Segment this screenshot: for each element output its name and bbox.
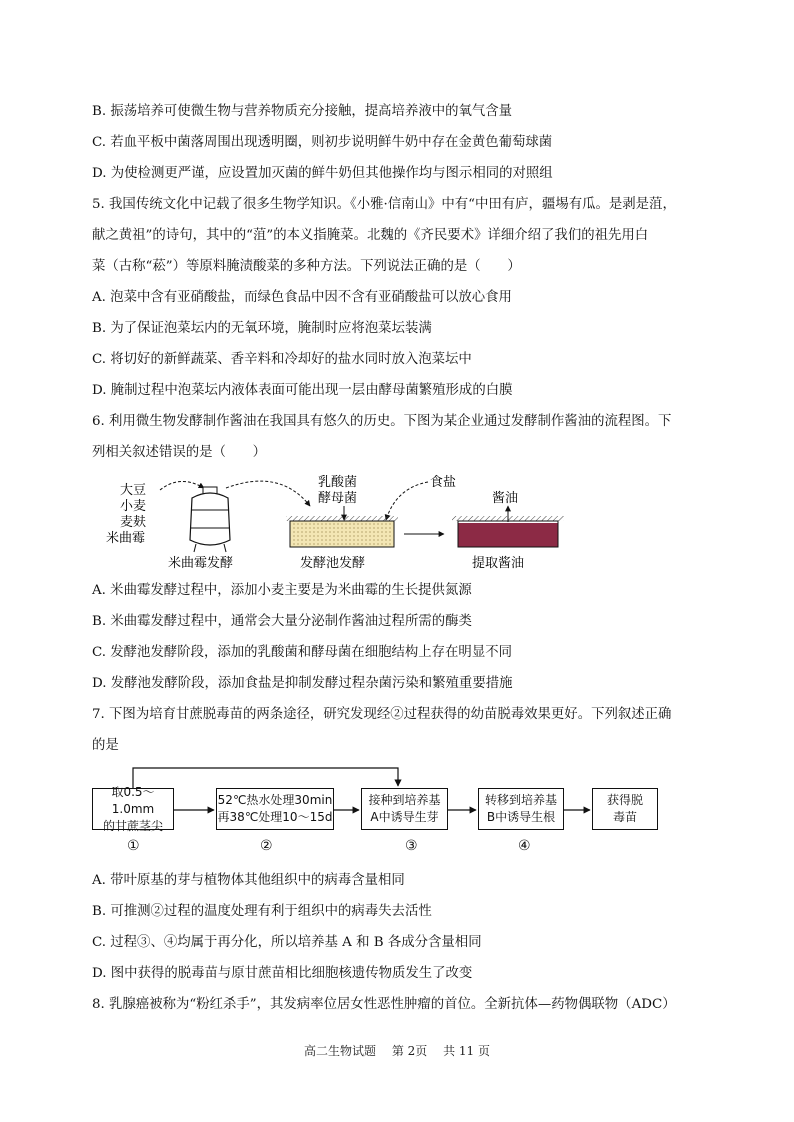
step-2-line2: 再38℃处理10～15d — [217, 810, 333, 824]
step-box-2 — [216, 788, 334, 830]
stage-koji-fermentation: 米曲霉发酵 — [168, 556, 234, 571]
ingredient-wheat: 小麦 — [120, 499, 147, 514]
option-5c: C. 将切好的新鲜蔬菜、香辛料和冷却好的盐水同时放入泡菜坛中 — [92, 352, 472, 367]
ingredient-koji: 米曲霉 — [106, 531, 146, 546]
option-5a: A. 泡菜中含有亚硝酸盐，而绿色食品中因不含有亚硝酸盐可以放心食用 — [92, 290, 512, 305]
stage-extract-soy-sauce: 提取酱油 — [472, 556, 525, 571]
footer-page: 第 2页 — [391, 1044, 428, 1058]
option-7a: A. 带叶原基的芽与植物体其他组织中的病毒含量相同 — [92, 873, 405, 888]
page-footer — [0, 1042, 794, 1059]
step-1-line1: 取0.5～1.0mm — [111, 784, 155, 816]
step-3-line2: A中诱导生芽 — [370, 810, 439, 824]
salt-label: 食盐 — [430, 475, 457, 490]
step-5-line2: 毒苗 — [612, 810, 637, 824]
question-6-line2: 列相关叙述错误的是（ ） — [92, 445, 267, 460]
option-4c: C. 若血平板中菌落周围出现透明圈，则初步说明鲜牛奶中存在金黄色葡萄球菌 — [92, 135, 553, 150]
step-number-4: ④ — [518, 838, 531, 854]
question-8-line1: 8. 乳腺癌被称为“粉红杀手”，其发病率位居女性恶性肿瘤的首位。全新抗体—药物偶联物（ADC） — [92, 997, 676, 1012]
option-5d: D. 腌制过程中泡菜坛内液体表面可能出现一层由酵母菌繁殖形成的白膜 — [92, 383, 513, 398]
step-5-line1: 获得脱 — [606, 793, 643, 807]
option-7b: B. 可推测②过程的温度处理有利于组织中的病毒失去活性 — [92, 904, 432, 919]
step-number-1: ① — [127, 838, 140, 854]
option-4d: D. 为使检测更严谨，应设置加灭菌的鲜牛奶但其他操作均与图示相同的对照组 — [92, 166, 553, 181]
question-7-line2: 的是 — [92, 738, 119, 753]
step-box-4 — [478, 788, 564, 830]
stage-pool-fermentation: 发酵池发酵 — [300, 556, 366, 571]
option-7d: D. 图中获得的脱毒苗与原甘蔗苗相比细胞核遗传物质发生了改变 — [92, 966, 473, 981]
option-7c: C. 过程③、④均属于再分化，所以培养基 A 和 B 各成分含量相同 — [92, 935, 482, 950]
question-7-line1: 7. 下图为培育甘蔗脱毒苗的两条途径，研究发现经②过程获得的幼苗脱毒效果更好。下列叙述正确 — [92, 707, 672, 722]
step-number-3: ③ — [405, 838, 418, 854]
option-6b: B. 米曲霉发酵过程中，通常会大量分泌制作酱油过程所需的酶类 — [92, 614, 472, 629]
step-box-5 — [592, 788, 658, 830]
question-5-line3: 菜（古称“菘”）等原料腌渍酸菜的多种方法。下列说法正确的是（ ） — [92, 259, 521, 274]
step-4-line2: B中诱导生根 — [486, 810, 556, 824]
option-6d: D. 发酵池发酵阶段，添加食盐是抑制发酵过程杂菌污染和繁殖重要措施 — [92, 676, 513, 691]
option-6c: C. 发酵池发酵阶段，添加的乳酸菌和酵母菌在细胞结构上存在明显不同 — [92, 645, 512, 660]
question-5-line2: 献之黄祖”的诗句，其中的“菹”的本义指腌菜。北魏的《齐民要术》详细介绍了我们的祖先用白 — [92, 228, 649, 243]
microbe-lactobacillus: 乳酸菌 — [318, 475, 358, 490]
step-box-3 — [361, 788, 448, 830]
footer-subject: 高二生物试题 — [303, 1044, 376, 1058]
question-6-line1: 6. 利用微生物发酵制作酱油在我国具有悠久的历史。下图为某企业通过发酵制作酱油的流程图。下 — [92, 414, 672, 429]
microbe-yeast: 酵母菌 — [318, 491, 358, 506]
footer-total: 共 11 页 — [443, 1044, 491, 1058]
step-4-line1: 转移到培养基 — [484, 793, 557, 807]
ingredient-soybean: 大豆 — [120, 483, 147, 498]
step-3-line1: 接种到培养基 — [368, 793, 441, 807]
option-6a: A. 米曲霉发酵过程中，添加小麦主要是为米曲霉的生长提供氮源 — [92, 583, 472, 598]
step-box-1 — [92, 784, 174, 833]
option-4b: B. 振荡培养可使微生物与营养物质充分接触，提高培养液中的氧气含量 — [92, 104, 513, 119]
ingredient-bran: 麦麸 — [120, 515, 147, 530]
step-1-line2: 的甘蔗茎尖 — [102, 818, 163, 833]
question-5-line1: 5. 我国传统文化中记载了很多生物学知识。《小雅·信南山》中有“中田有庐，疆埸有瓜。是剥是菹， — [92, 197, 676, 212]
step-2-line1: 52℃热水处理30min — [217, 793, 333, 807]
product-soy-sauce: 酱油 — [492, 491, 519, 506]
option-5b: B. 为了保证泡菜坛内的无氧环境，腌制时应将泡菜坛装满 — [92, 321, 432, 336]
step-number-2: ② — [260, 838, 273, 854]
